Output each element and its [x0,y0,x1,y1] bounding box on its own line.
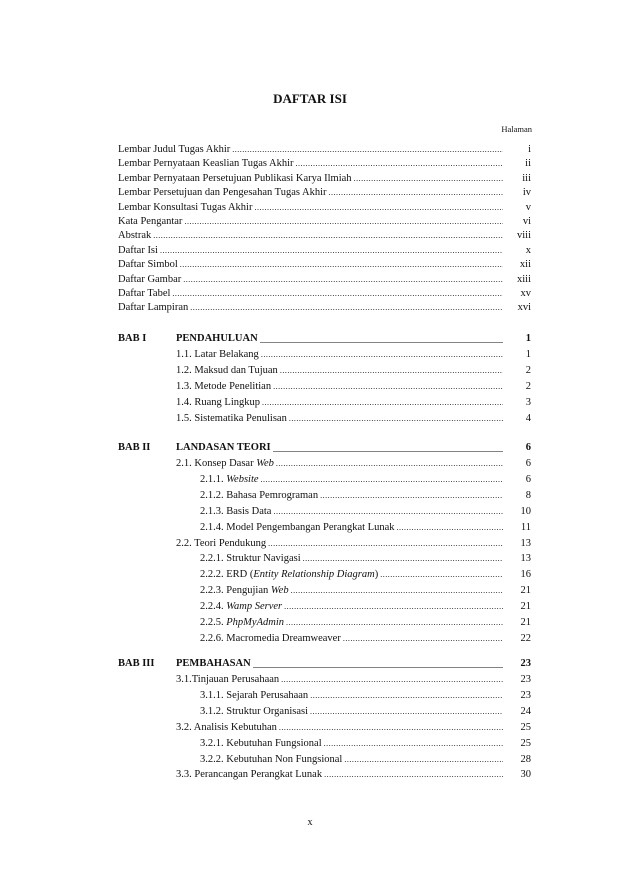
toc-entry-section [200,566,531,580]
toc-entry-page: 21 [520,601,531,613]
toc-entry-page: 22 [520,632,531,644]
toc-entry-section [200,503,531,517]
leader-dots [262,398,503,408]
toc-entry-label: Kata Pengantar [118,216,183,227]
toc-entry-label [200,474,261,485]
leader-dots [172,289,503,299]
toc-entry-section [176,719,531,733]
leader-dots [343,634,503,644]
toc-entry-label-italic: Website [226,473,259,485]
toc-entry-section [200,687,531,701]
toc-entry-page: ii [525,158,531,170]
leader-dots [310,707,503,717]
toc-entry-section [176,362,531,376]
toc-entry-page: 2 [525,380,531,392]
leader-dots [273,507,503,517]
leader-dots [397,523,504,533]
leader-dots [276,459,503,469]
leader-dots [253,659,503,669]
toc-entry-front-matter [118,271,531,285]
toc-entry-label: 3.2.2. Kebutuhan Non Fungsional [200,753,343,765]
leader-dots [329,188,503,198]
leader-dots [232,145,503,155]
leader-dots [296,159,503,169]
toc-entry-section [200,487,531,501]
toc-entry-label: Lembar Persetujuan dan Pengesahan Tugas Akhir [118,187,327,199]
toc-entry-label [200,569,380,580]
toc-entry-label: LANDASAN TEORI [176,442,271,453]
leader-dots [183,275,503,285]
toc-entry-label [200,553,303,564]
toc-entry-page: i [528,144,531,155]
leader-dots [153,231,503,241]
toc-entry-page: xii [519,259,531,271]
toc-entry-label [200,522,397,533]
toc-entry-label [176,538,268,549]
page-number: x [307,817,313,828]
toc-entry-label: 3.2.1. Kebutuhan Fungsional [200,737,322,749]
toc-entry-section [200,751,531,765]
leader-dots [289,414,503,424]
toc-entry-front-matter [118,256,531,270]
toc-entry-page: 3 [525,396,531,408]
toc-entry-section [176,671,531,685]
toc-entry-page: xv [520,288,531,299]
toc-entry-section [176,394,531,408]
toc-entry-page: 25 [520,721,531,733]
toc-entry-front-matter [118,199,531,213]
toc-entry-page: 10 [520,505,531,517]
toc-entry-label-part: 2.2.5. [200,617,227,628]
toc-entry-page: 1 [525,333,531,344]
toc-entry-page: xiii [516,273,531,285]
page-title: DAFTAR ISI [273,91,347,106]
toc-entry-label [200,506,273,517]
leader-dots [281,675,503,685]
toc-entry-label: Daftar Gambar [118,273,182,285]
toc-entry-label-italic: PhpMyAdmin [226,617,284,628]
toc-entry-front-matter [118,155,531,169]
leader-dots [268,539,503,549]
toc-entry-label-italic: Web [270,585,289,597]
toc-entry-label: 3.1.Tinjauan Perusahaan [176,674,280,685]
toc-entry-page: 13 [520,537,531,549]
toc-entry-label [200,633,343,644]
leader-dots [320,491,503,501]
toc-entry-label-part: ) [374,569,379,581]
toc-entry-label-part: 2.2. Teori Pendukung [176,537,267,549]
toc-entry-label: 1.5. Sistematika Penulisan [176,412,287,424]
toc-entry-page: 6 [525,458,531,469]
toc-entry-label: 1.3. Metode Penelitian [176,380,272,392]
leader-dots [310,691,503,701]
toc-entry-page: v [525,201,531,213]
toc-entry-section [176,410,531,424]
toc-entry-label-italic: Web [256,458,274,469]
toc-entry-page: 21 [520,617,531,628]
toc-entry-page: 11 [520,521,531,533]
toc-entry-label: 1.2. Maksud dan Tujuan [176,364,278,376]
toc-entry-page: viii [516,230,531,242]
toc-entry-section [200,471,531,485]
toc-entry-section [200,598,531,612]
toc-entry-page: 25 [520,737,531,749]
leader-dots [190,303,503,313]
toc-entry-page: 23 [520,689,531,701]
leader-dots [279,723,503,733]
toc-entry-page: 30 [520,769,531,781]
leader-dots [354,174,503,184]
toc-entry-section [176,378,531,392]
leader-dots [254,203,503,213]
toc-entry-label-part: 2.2.1. Struktur Navigasi [200,553,301,565]
toc-entry-page: 28 [520,753,531,765]
leader-dots [261,475,503,485]
toc-entry-label: Lembar Judul Tugas Akhir [118,144,231,155]
leader-dots [273,382,503,392]
leader-dots [261,350,503,360]
toc-entry-label [200,585,291,596]
toc-entry-label [176,458,276,469]
leader-dots [184,217,503,227]
toc-entry-front-matter [118,141,531,155]
toc-entry-front-matter [118,227,531,241]
leader-dots [380,570,503,580]
toc-entry-label: Daftar Tabel [118,288,171,299]
toc-entry-label-part: 2.1.2. Bahasa Pemrograman [200,489,319,501]
toc-entry-chapter [176,330,531,344]
leader-dots [344,755,503,765]
toc-entry-page: 8 [525,489,531,501]
toc-entry-label: 1.1. Latar Belakang [176,349,259,360]
leader-dots [180,260,503,270]
toc-entry-label-part: 2.2.6. Macromedia Dreamweaver [200,632,341,644]
toc-entry-label: 1.4. Ruang Lingkup [176,396,260,408]
leader-dots [286,618,503,628]
toc-entry-page: 21 [520,585,531,597]
toc-entry-chapter [176,655,531,669]
toc-entry-label-part: 2.1. Konsep Dasar [176,458,257,469]
toc-entry-label: Lembar Pernyataan Persetujuan Publikasi Karya Ilmiah [118,172,352,184]
toc-entry-page: 6 [525,473,531,485]
toc-entry-section [200,630,531,644]
leader-dots [280,366,503,376]
toc-entry-page: iii [522,172,531,184]
toc-entry-section [200,614,531,628]
toc-entry-page: vi [522,216,531,227]
leader-dots [303,554,503,564]
chapter-number: BAB I [118,333,147,344]
toc-entry-section [176,346,531,360]
toc-entry-section [200,519,531,533]
toc-entry-label: 3.3. Perancangan Perangkat Lunak [176,769,323,781]
toc-entry-front-matter [118,285,531,299]
halaman-label: Halaman [501,124,532,134]
leader-dots [324,739,503,749]
toc-entry-section [176,455,531,469]
toc-entry-section [200,703,531,717]
leader-dots [260,334,503,344]
toc-entry-page: x [525,244,531,256]
toc-entry-section [176,535,531,549]
toc-entry-page: 4 [525,412,531,424]
toc-entry-label: Daftar Simbol [118,259,178,271]
toc-entry-label: PEMBAHASAN [176,658,251,669]
toc-entry-label: Daftar Lampiran [118,302,189,314]
toc-entry-front-matter [118,242,531,256]
toc-entry-label [200,617,286,628]
toc-entry-label: PENDAHULUAN [176,333,258,344]
toc-entry-label-italic: Wamp Server [226,601,283,613]
toc-entry-chapter [176,439,531,453]
leader-dots [324,770,503,780]
toc-entry-page: 23 [520,658,531,669]
toc-entry-section [200,582,531,596]
toc-entry-page: 23 [520,674,531,685]
toc-entry-page: xvi [517,302,531,314]
toc-entry-label [200,601,284,612]
toc-entry-section [200,550,531,564]
toc-entry-page: iv [522,187,531,199]
leader-dots [160,246,503,256]
toc-entry-page: 24 [520,705,531,717]
toc-entry-label-italic: Entity Relationship Diagram [253,569,375,581]
toc-entry-section [176,766,531,780]
toc-entry-front-matter [118,299,531,313]
toc-entry-label: 3.1.1. Sejarah Perusahaan [200,689,309,701]
toc-entry-label: 3.1.2. Struktur Organisasi [200,705,309,717]
toc-entry-label-part: 2.2.3. Pengujian [200,585,271,597]
toc-entry-label [200,490,320,501]
toc-entry-page: 16 [520,569,531,581]
leader-dots [273,443,503,453]
chapter-number: BAB III [118,658,155,669]
toc-entry-front-matter [118,170,531,184]
toc-entry-front-matter [118,184,531,198]
toc-entry-label: Daftar Isi [118,244,158,256]
toc-entry-label-part: 2.2.4. [200,601,227,613]
chapter-number: BAB II [118,442,151,453]
toc-entry-page: 1 [525,349,531,360]
leader-dots [291,586,503,596]
toc-entry-label: Lembar Pernyataan Keaslian Tugas Akhir [118,158,294,170]
toc-entry-label-part: 2.1.4. Model Pengembangan Perangkat Lunak [200,521,395,533]
toc-entry-section [200,735,531,749]
toc-entry-label-part: 2.1.1. [200,473,227,485]
toc-entry-page: 6 [525,442,531,453]
toc-entry-label: 3.2. Analisis Kebutuhan [176,721,277,733]
toc-entry-page: 2 [525,364,531,376]
toc-entry-label: Abstrak [118,230,152,242]
toc-entry-page: 13 [520,553,531,565]
toc-entry-label: Lembar Konsultasi Tugas Akhir [118,201,253,213]
toc-entry-label-part: 2.2.2. ERD ( [200,569,254,581]
toc-entry-label-part: 2.1.3. Basis Data [200,505,272,517]
leader-dots [284,602,503,612]
toc-entry-front-matter [118,213,531,227]
